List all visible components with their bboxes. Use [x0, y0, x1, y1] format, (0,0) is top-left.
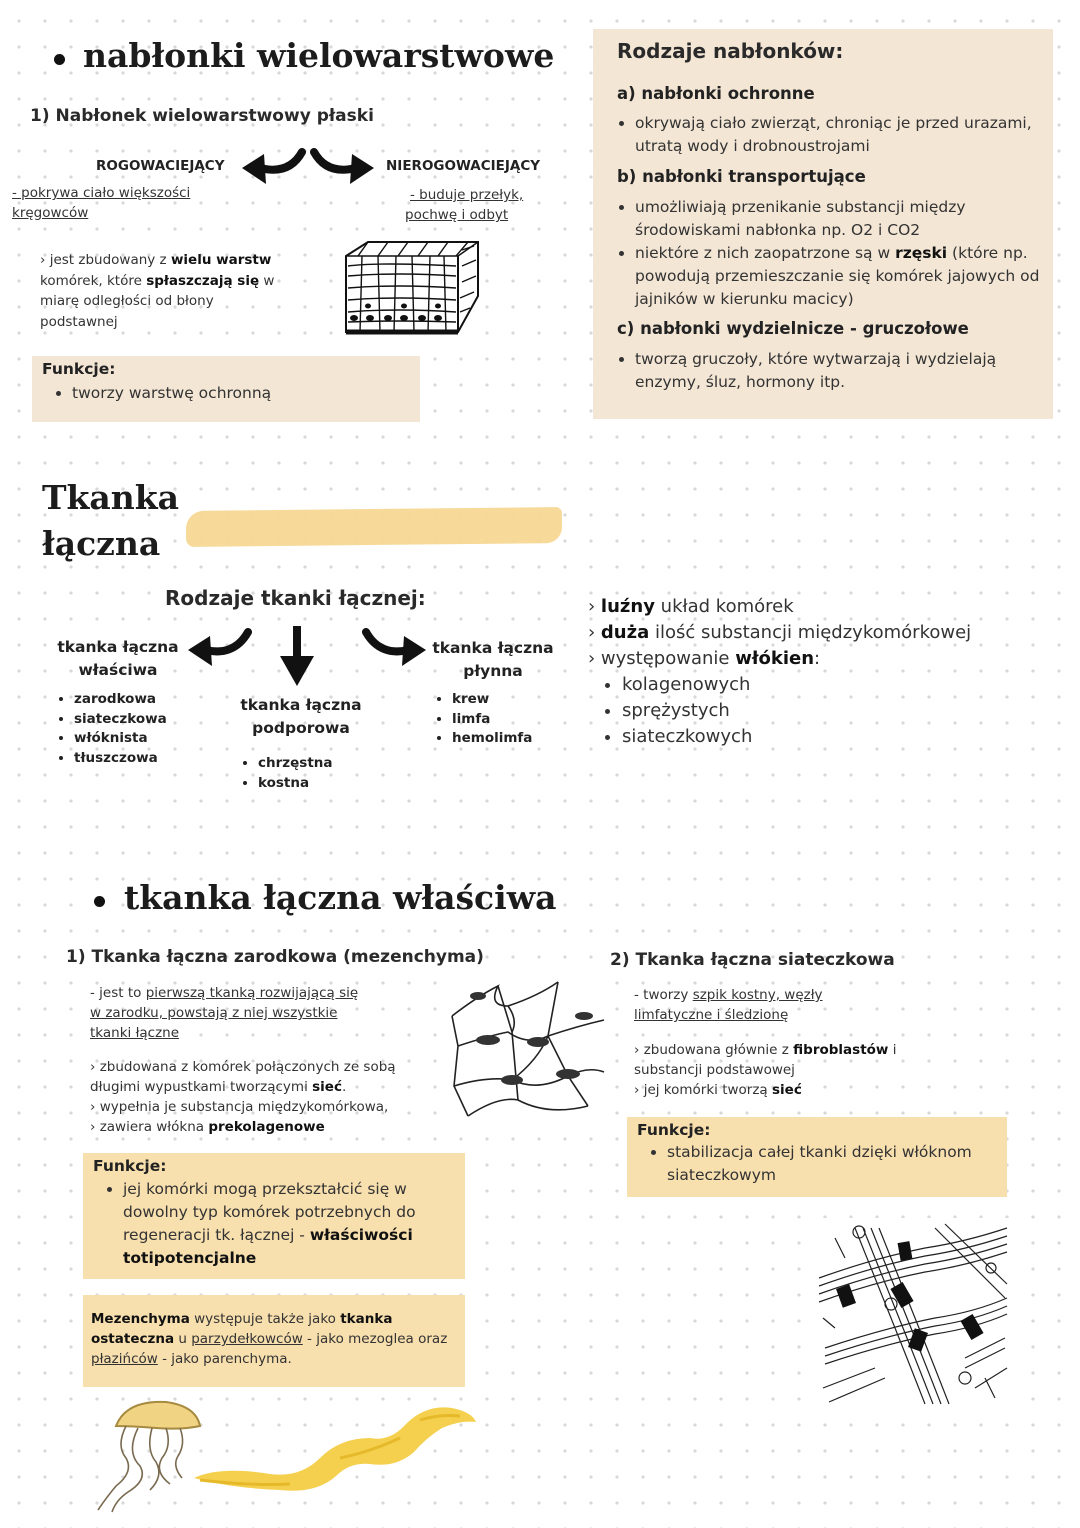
embryonic-structure: › zbudowana z komórek połączonych ze sobą długimi wypustkami tworzącymi sieć. › wypełnia je substancja międzykomórkowa, › zawiera włókna prekolagenowe — [90, 1059, 396, 1135]
fiber-list — [588, 672, 1048, 750]
arrow-right-icon — [310, 146, 376, 186]
section1-subtitle: 1) Nabłonek wielowarstwowy płaski — [30, 106, 374, 126]
reticular-functions-box — [627, 1117, 1007, 1197]
mesenchyme-illustration — [448, 976, 608, 1124]
fluid-connective-title: tkanka łączna płynna — [432, 639, 554, 680]
arrow-down-icon — [280, 626, 314, 688]
keratinized-label: ROGOWACIEJĄCY — [96, 158, 225, 174]
proper-connective-list — [52, 690, 167, 768]
list-item: • włóknista — [74, 729, 167, 749]
list-item: • tworzy warstwę ochronną — [72, 382, 271, 405]
functions-title: Funkcje: — [637, 1121, 711, 1139]
nonkeratinized-label: NIEROGOWACIEJĄCY — [386, 158, 541, 174]
embryonic-desc: - jest to pierwszą tkanką rozwijającą się w zarodku, powstają z niej wszystkie tkanki łączne — [90, 985, 359, 1041]
bullet-dot — [94, 896, 105, 907]
proper-connective-title: tkanka łączna właściwa — [57, 638, 179, 679]
mesenchyme-note: Mezenchyma występuje także jako tkanka ostateczna u parzydełkowców - jako mezoglea oraz płazińców - jako parenchyma. — [91, 1311, 448, 1367]
secretory-list — [613, 348, 1045, 394]
list-item: • kolagenowych — [622, 672, 1048, 698]
list-item: • tłuszczowa — [74, 749, 167, 769]
list-item: • zarodkowa — [74, 690, 167, 710]
keratinized-desc: - pokrywa ciało większości kręgowców — [12, 185, 191, 221]
protective-title: a) nabłonki ochronne — [617, 84, 815, 103]
bullet-dot — [54, 54, 65, 65]
nonkeratinized-desc-b: pochwę i odbyt — [405, 207, 509, 223]
list-item: • stabilizacja całej tkanki dzięki włóknom siateczkowym — [667, 1141, 1007, 1187]
list-item: • umożliwiają przenikanie substancji między środowiskami nabłonka np. O2 i CO2 — [635, 196, 1065, 242]
list-item: • kostna — [258, 773, 333, 793]
functions-list — [645, 1141, 1007, 1187]
list-item: • limfa — [452, 710, 532, 730]
fibrous-tissue-illustration — [815, 1218, 1011, 1408]
secretory-title: c) nabłonki wydzielnicze - gruczołowe — [617, 319, 969, 338]
list-item: • chrzęstna — [258, 753, 333, 773]
list-item: • hemolimfa — [452, 729, 532, 749]
section3-title: tkanka łączna właściwa — [124, 878, 557, 917]
feature-item: › luźny układ komórek — [588, 596, 794, 617]
section1-functions-box — [32, 356, 420, 422]
section2-title-line1: Tkanka — [42, 478, 180, 517]
list-item: • krew — [452, 690, 532, 710]
supporting-connective-list — [236, 753, 333, 793]
feature-item: › duża ilość substancji międzykomórkowej — [588, 622, 972, 643]
functions-title: Funkcje: — [42, 360, 116, 378]
embryonic-title: 1) Tkanka łączna zarodkowa (mezenchyma) — [66, 947, 484, 967]
reticular-title: 2) Tkanka łączna siateczkowa — [610, 950, 895, 970]
section1-structure-desc: › jest zbudowany z wielu warstw komórek, które spłaszczają się w miarę odległości od błony podstawnej — [40, 252, 275, 330]
arrow-left-icon — [240, 146, 306, 186]
reticular-structure: › zbudowana głównie z fibroblastów i substancji podstawowej › jej komórki tworzą sieć — [634, 1042, 897, 1098]
functions-list — [50, 382, 271, 405]
transport-title: b) nabłonki transportujące — [617, 167, 866, 186]
jellyfish-illustration — [86, 1396, 206, 1514]
nonkeratinized-desc-a: - buduje przełyk, — [410, 187, 524, 203]
list-item: • siateczkowa — [74, 710, 167, 730]
functions-list — [101, 1178, 463, 1270]
mesenchyme-note-box — [83, 1295, 465, 1387]
embryonic-functions-box — [83, 1153, 465, 1279]
flatworm-illustration — [190, 1398, 480, 1494]
stratified-epithelium-illustration — [338, 236, 484, 342]
section1-heading — [50, 34, 555, 84]
list-item: • sprężystych — [622, 698, 1048, 724]
arrow-left-icon — [186, 626, 252, 668]
reticular-desc: - tworzy szpik kostny, węzły limfatyczne i śledzionę — [634, 987, 823, 1023]
arrow-right-icon — [362, 626, 428, 668]
feature-item: › występowanie włókien: — [588, 648, 821, 669]
fluid-connective-list — [430, 690, 532, 749]
functions-title: Funkcje: — [93, 1157, 167, 1175]
protective-list — [613, 112, 1035, 158]
highlight-stroke — [186, 507, 562, 547]
transport-list — [613, 196, 1065, 311]
supporting-connective-title: tkanka łączna podporowa — [240, 696, 362, 737]
list-item: • jej komórki mogą przekształcić się w dowolny typ komórek potrzebnych do regeneracji tk. łącznej - właściwości totipotencjalne — [123, 1178, 463, 1270]
list-item: • niektóre z nich zaopatrzone są w rzęski (które np. powodują przemieszczanie się komórek jajowych od jajników w kierunku macicy) — [635, 242, 1065, 311]
types-title: Rodzaje nabłonków: — [617, 39, 844, 63]
epithelium-types-box — [593, 29, 1053, 419]
section1-title: nabłonki wielowarstwowe — [83, 36, 555, 75]
section3-heading — [90, 876, 557, 926]
list-item: • tworzą gruczoły, które wytwarzają i wydzielają enzymy, śluz, hormony itp. — [635, 348, 1045, 394]
connective-features — [588, 594, 1048, 750]
connective-types-title: Rodzaje tkanki łącznej: — [165, 586, 426, 610]
list-item: • siateczkowych — [622, 724, 1048, 750]
section2-title-line2: łączna — [42, 524, 161, 563]
list-item: • okrywają ciało zwierząt, chroniąc je przed urazami, utratą wody i drobnoustrojami — [635, 112, 1035, 158]
